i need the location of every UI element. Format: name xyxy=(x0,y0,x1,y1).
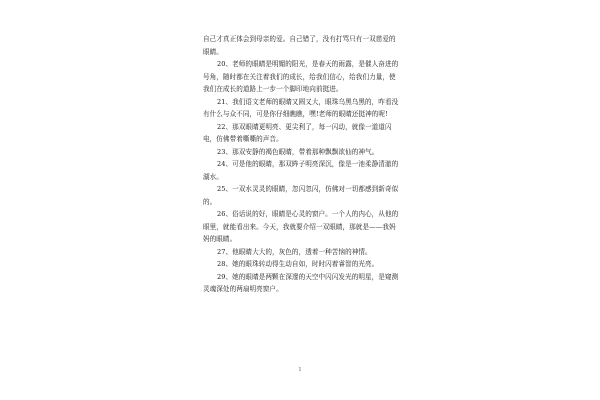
paragraph-item-25: 25、一双水灵灵的眼睛，忽闪忽闪，仿佛对一切都感到新奇似的。 xyxy=(203,185,399,206)
paragraph-continuation: 自己才真正体会到母亲的爱。自己错了，没有打骂只有一双慈爱的眼睛。 xyxy=(203,35,396,56)
paragraph-item-27: 27、他眼睛大大的，灰色的，透着一种苦恼的神情。 xyxy=(217,247,372,256)
page-number: 1 xyxy=(298,367,302,373)
document-body xyxy=(203,33,399,296)
paragraph-item-26: 26、俗话说的好，眼睛是心灵的窗户。一个人的内心，从他的眼里，就能看出来。今天，我就要介绍一双眼睛，那就是——我妈妈的眼睛。 xyxy=(203,210,399,243)
paragraph-item-21: 21、我们语文老师的眼睛又圆又大，眼珠乌黑乌黑的，咋看没有什么与众不同，可是你仔细瞧瞧，嘿!老师的眼睛还挺神的呢! xyxy=(203,97,399,118)
paragraph-item-20: 20、老师的眼睛是明媚的阳光，是春天的雨露，是催人奋进的号角，随时都在关注着我们的成长，给我们信心，给我们力量，使我们在成长的道路上一步一个脚印地向前挺进。 xyxy=(203,60,399,93)
paragraph-item-24: 24、可是他的眼睛，那双眸子明亮深沉，像是一池柔静清澈的湖水。 xyxy=(203,160,399,181)
paragraph-item-23: 23、那双安静的褐色眼睛，带着那种飘飘欲仙的神气。 xyxy=(217,147,379,156)
paragraph-item-22: 22、那双眼睛更明亮、更尖利了，每一闪动，就像一道道闪电，仿佛带着嘶嘶的声音。 xyxy=(203,122,392,143)
paragraph-item-29: 29、她的眼睛是两颗在深邃的天空中闪闪发光的明星，是窥测灵魂深处的两扇明亮窗户。 xyxy=(203,272,399,293)
paragraph-item-28: 28、她的眼珠转动得生动自如，时时闪着睿智的光亮。 xyxy=(217,260,379,268)
